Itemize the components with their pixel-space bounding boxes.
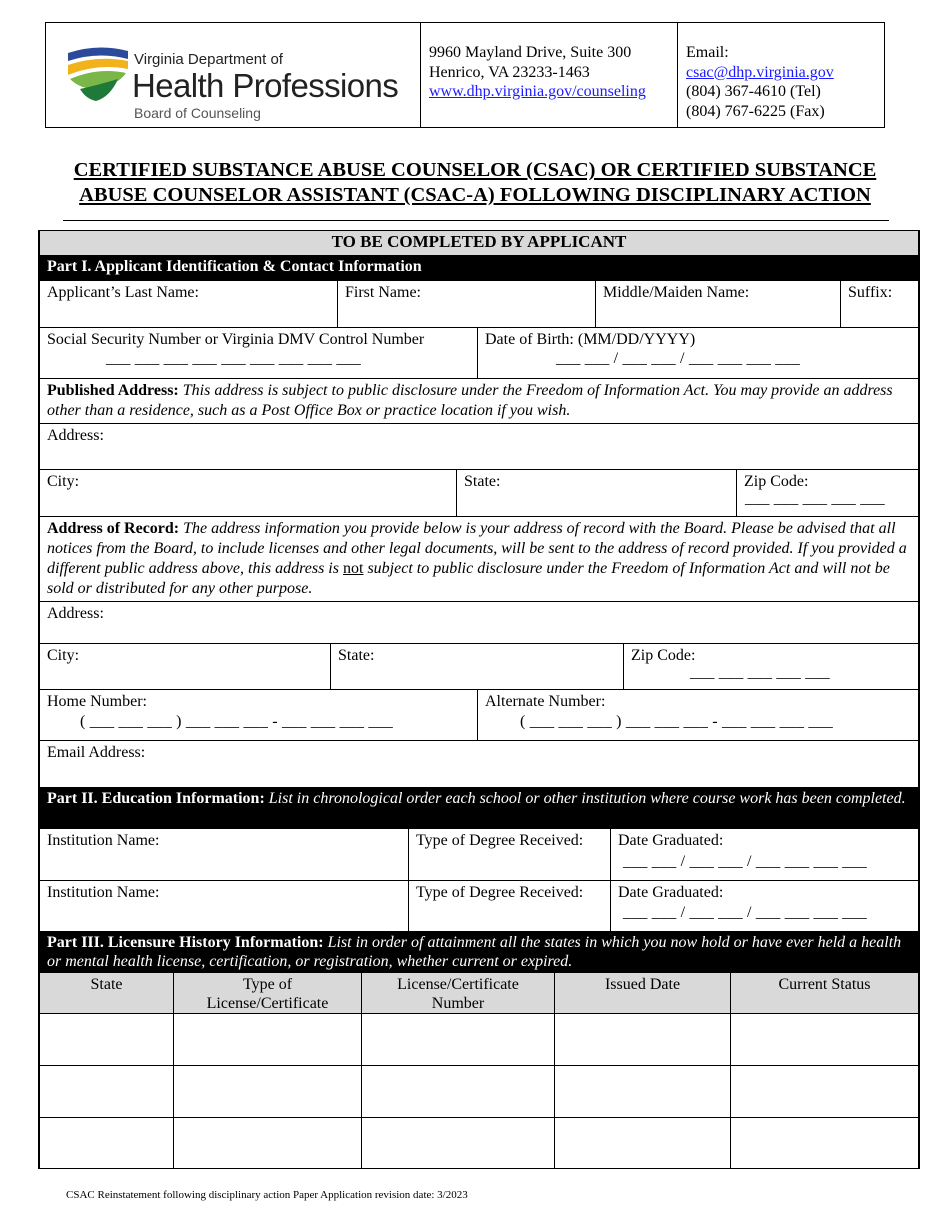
licensure-status-cell[interactable]: [730, 1118, 918, 1168]
graduated-field-2[interactable]: [610, 881, 918, 931]
record-address-row: [40, 601, 918, 643]
published-address-label: Published Address:: [47, 382, 179, 399]
licensure-number-cell[interactable]: [361, 1014, 554, 1065]
degree-label: Type of Degree Received:: [416, 884, 584, 901]
email-link[interactable]: csac@dhp.virginia.gov: [686, 63, 834, 81]
application-form: [38, 230, 920, 1169]
published-city-row: [40, 469, 918, 516]
degree-field-1[interactable]: [408, 829, 610, 880]
alternate-phone-blanks: ( ___ ___ ___ ) ___ ___ ___ - ___ ___ ___ ___: [520, 713, 833, 730]
state-label: State:: [464, 473, 501, 490]
record-city-field[interactable]: [40, 644, 330, 689]
state-label: State:: [338, 647, 375, 664]
part2-instruction: List in chronological order each school or other institution where course work has been completed.: [264, 790, 906, 807]
institution-label: Institution Name:: [47, 884, 160, 901]
form-title: [30, 158, 920, 208]
email-row: [40, 740, 918, 787]
graduated-blanks: ___ ___ / ___ ___ / ___ ___ ___ ___: [623, 853, 867, 870]
address-line-2: Henrico, VA 23233-1463: [429, 63, 590, 81]
licensure-type-cell[interactable]: [173, 1118, 361, 1168]
part3-heading-text: Part III. Licensure History Information:: [47, 934, 324, 951]
licensure-status-cell[interactable]: [730, 1014, 918, 1065]
fax: (804) 767-6225 (Fax): [686, 102, 825, 120]
first-name-field[interactable]: [337, 281, 595, 327]
licensure-issued-cell[interactable]: [554, 1066, 730, 1117]
alternate-number-field[interactable]: [477, 690, 918, 740]
published-city-field[interactable]: [40, 470, 456, 516]
board-name: Board of Counseling: [134, 105, 261, 121]
home-phone-blanks: ( ___ ___ ___ ) ___ ___ ___ - ___ ___ ___ ___: [80, 713, 393, 730]
agency-name: Health Professions: [132, 67, 399, 104]
middle-name-label: Middle/Maiden Name:: [603, 284, 750, 301]
published-address-text: This address is subject to public disclosure under the Freedom of Information Act. You may provide an address other than a residence, such as a Post Office Box or practice location if you wish.: [47, 382, 893, 419]
licensure-row: [40, 1117, 918, 1168]
published-address-row: [40, 423, 918, 469]
licensure-header-row: [40, 972, 918, 1013]
form-title-line-2: ABUSE COUNSELOR ASSISTANT (CSAC-A) FOLLOWING DISCIPLINARY ACTION: [79, 184, 871, 206]
graduated-blanks: ___ ___ / ___ ___ / ___ ___ ___ ___: [623, 904, 867, 921]
licensure-row: [40, 1013, 918, 1065]
ssn-field[interactable]: [40, 328, 477, 378]
title-divider: [63, 220, 889, 221]
licensure-type-cell[interactable]: [173, 1014, 361, 1065]
record-address-field[interactable]: [40, 602, 918, 643]
telephone: (804) 367-4610 (Tel): [686, 83, 821, 100]
zip-blanks: ___ ___ ___ ___ ___: [690, 664, 830, 681]
agency-logo: [46, 23, 421, 127]
suffix-label: Suffix:: [848, 284, 893, 301]
published-state-field[interactable]: [456, 470, 736, 516]
dept-name: Virginia Department of: [134, 51, 283, 68]
licensure-issued-cell[interactable]: [554, 1118, 730, 1168]
institution-label: Institution Name:: [47, 832, 160, 849]
applicant-banner: [40, 231, 918, 255]
dob-blanks: ___ ___ / ___ ___ / ___ ___ ___ ___: [556, 350, 800, 367]
record-address-note: [40, 516, 918, 601]
phone-row: [40, 689, 918, 740]
graduated-label: Date Graduated:: [618, 884, 724, 901]
zip-label: Zip Code:: [631, 647, 696, 664]
licensure-state-cell[interactable]: [40, 1118, 173, 1168]
record-address-not: not: [342, 560, 364, 577]
licensure-state-cell[interactable]: [40, 1014, 173, 1065]
col-current-status: Current Status: [730, 973, 918, 1013]
record-address-text-a: The address information you provide below is your address of record with the Board. Please be advised that all notices from the Board, to include licenses and other legal documents, will be sent to the address of record provided. If you provided a different public address above, this address is: [47, 520, 907, 577]
published-address-note: [40, 378, 918, 423]
col-state: State: [40, 973, 173, 1013]
dob-field[interactable]: [477, 328, 918, 378]
part3-instruction: List in order of attainment all the states in which you now hold or have ever held a health or mental health license, certification, or registration, whether current or expired.: [47, 934, 902, 970]
last-name-label: Applicant’s Last Name:: [47, 284, 199, 301]
last-name-field[interactable]: [40, 281, 337, 327]
licensure-type-cell[interactable]: [173, 1066, 361, 1117]
part1-heading: [40, 255, 918, 280]
ssn-dob-row: [40, 327, 918, 378]
applicant-banner-text: TO BE COMPLETED BY APPLICANT: [331, 232, 627, 251]
education-row-1: [40, 828, 918, 880]
part1-heading-text: Part I. Applicant Identification & Contact Information: [47, 258, 422, 275]
address-label: Address:: [47, 605, 104, 622]
part2-heading-text: Part II. Education Information:: [47, 790, 265, 807]
published-zip-field[interactable]: [736, 470, 918, 516]
graduated-field-1[interactable]: [610, 829, 918, 880]
record-zip-field[interactable]: [623, 644, 918, 689]
mailing-address: [421, 23, 678, 127]
revision-footer: CSAC Reinstatement following disciplinary action Paper Application revision date: 3/2023: [66, 1189, 468, 1201]
licensure-status-cell[interactable]: [730, 1066, 918, 1117]
name-row: [40, 280, 918, 327]
city-label: City:: [47, 473, 80, 490]
col-license-number: License/Certificate Number: [361, 973, 554, 1013]
education-row-2: [40, 880, 918, 931]
licensure-state-cell[interactable]: [40, 1066, 173, 1117]
dob-label: Date of Birth: (MM/DD/YYYY): [485, 331, 696, 348]
licensure-number-cell[interactable]: [361, 1066, 554, 1117]
licensure-row: [40, 1065, 918, 1117]
part2-heading: [40, 787, 918, 828]
email-address-field[interactable]: [40, 741, 918, 787]
website-link[interactable]: www.dhp.virginia.gov/counseling: [429, 83, 646, 100]
contact-info: [678, 23, 884, 127]
degree-field-2[interactable]: [408, 881, 610, 931]
published-address-field[interactable]: [40, 424, 918, 469]
licensure-number-cell[interactable]: [361, 1118, 554, 1168]
address-label: Address:: [47, 427, 104, 444]
zip-label: Zip Code:: [744, 473, 809, 490]
ssn-blanks: ___ ___ ___ ___ ___ ___ ___ ___ ___: [106, 350, 361, 367]
licensure-issued-cell[interactable]: [554, 1014, 730, 1065]
institution-field-2[interactable]: [40, 881, 408, 931]
email-label: Email:: [686, 44, 729, 61]
middle-name-field[interactable]: [595, 281, 840, 327]
first-name-label: First Name:: [345, 284, 421, 301]
institution-field-1[interactable]: [40, 829, 408, 880]
form-title-line-1: CERTIFIED SUBSTANCE ABUSE COUNSELOR (CSAC) OR CERTIFIED SUBSTANCE: [73, 159, 877, 181]
email-address-label: Email Address:: [47, 744, 146, 761]
city-label: City:: [47, 647, 80, 664]
record-address-text-b: subject to public disclosure under the Freedom of Information Act and will not be sold or distributed for any other purpose.: [47, 560, 890, 597]
record-state-field[interactable]: [330, 644, 623, 689]
home-number-field[interactable]: [40, 690, 477, 740]
home-number-label: Home Number:: [47, 693, 147, 710]
address-line-1: 9960 Mayland Drive, Suite 300: [429, 44, 632, 61]
dhp-swoosh-icon: [66, 45, 130, 105]
letterhead: [45, 22, 885, 128]
suffix-field[interactable]: [840, 281, 918, 327]
col-license-type: Type of License/Certificate: [173, 973, 361, 1013]
part3-heading: [40, 931, 918, 972]
record-city-row: [40, 643, 918, 689]
col-issued-date: Issued Date: [554, 973, 730, 1013]
ssn-label: Social Security Number or Virginia DMV Control Number: [47, 331, 425, 348]
zip-blanks: ___ ___ ___ ___ ___: [745, 490, 885, 507]
record-address-label: Address of Record:: [47, 520, 180, 537]
graduated-label: Date Graduated:: [618, 832, 724, 849]
alternate-number-label: Alternate Number:: [485, 693, 606, 710]
degree-label: Type of Degree Received:: [416, 832, 584, 849]
